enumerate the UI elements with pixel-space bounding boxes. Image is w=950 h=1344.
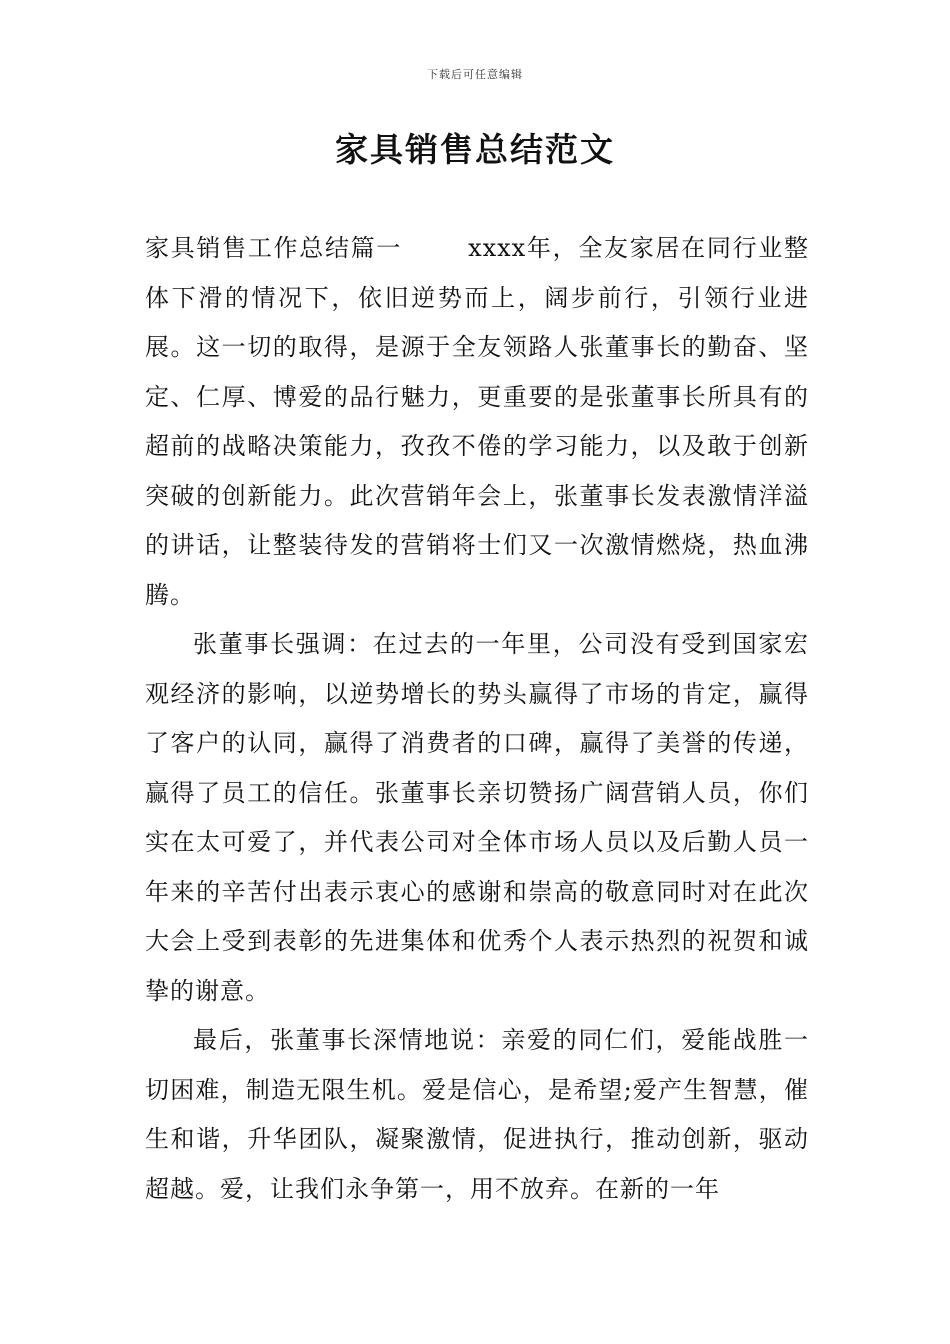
paragraph-2: 张董事长强调：在过去的一年里，公司没有受到国家宏观经济的影响，以逆势增长的势头赢得了市场的肯定，赢得了客户的认同，赢得了消费者的口碑，赢得了美誉的传递，赢得了员工的信任。张董事长亲切赞扬广阔营销人员，你们实在太可爱了，并代表公司对全体市场人员以及后勤人员一年来的辛苦付出表示衷心的感谢和崇高的敬意同时对在此次大会上受到表彰的先进集体和优秀个人表示热烈的祝贺和诚挚的谢意。: [145, 630, 809, 1005]
paragraph-1-text: xxxx年，全友家居在同行业整体下滑的情况下，依旧逆势而上，阔步前行，引领行业进展。这一切的取得，是源于全友领路人张董事长的勤奋、坚定、仁厚、博爱的品行魅力，更重要的是张董事长所具有的超前的战略决策能力，孜孜不倦的学习能力，以及敢于创新突破的创新能力。此次营销年会上，张董事长发表激情洋溢的讲话，让整装待发的营销将士们又一次激情燃烧，热血沸腾。: [145, 234, 810, 609]
paragraph-1: [145, 224, 809, 620]
section-heading: 家具销售工作总结篇一: [145, 234, 403, 262]
document-body: [145, 224, 809, 1214]
document-title: 家具销售总结范文: [335, 130, 615, 169]
header-note: 下载后可任意编辑: [427, 68, 523, 81]
paragraph-3: 最后，张董事长深情地说：亲爱的同仁们，爱能战胜一切困难，制造无限生机。爱是信心，是希望;爱产生智慧，催生和谐，升华团队，凝聚激情，促进执行，推动创新，驱动超越。爱，让我们永争第一，用不放弃。在新的一年: [145, 1026, 809, 1203]
